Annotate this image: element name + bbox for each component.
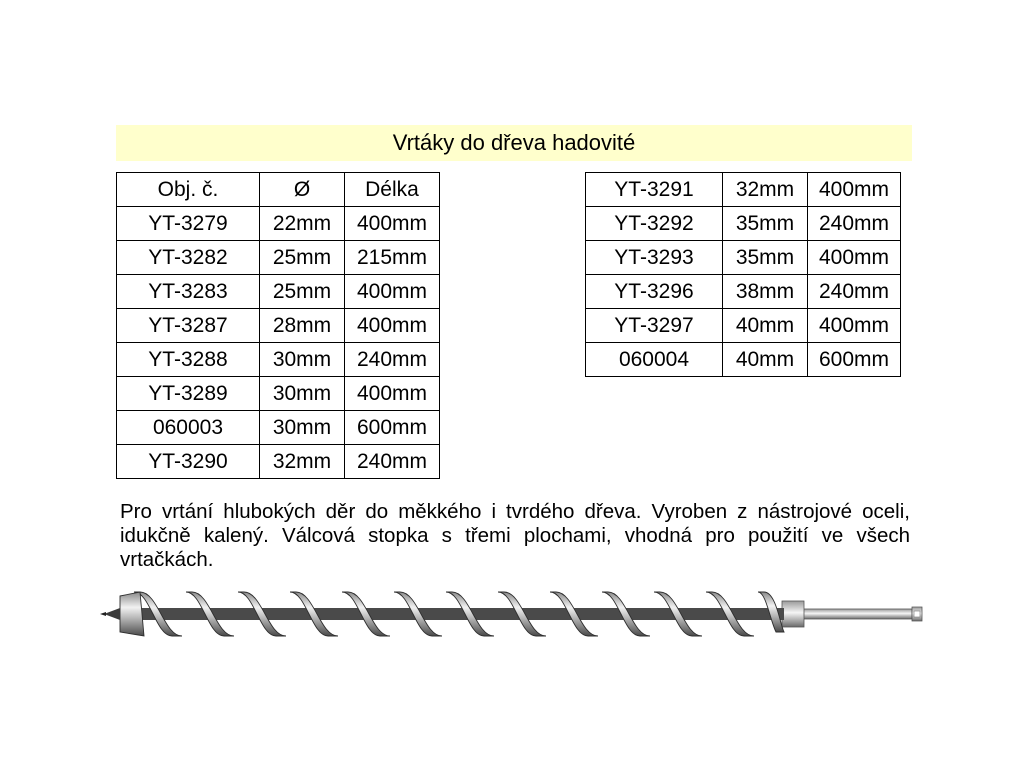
- cell-length: 600mm: [345, 411, 440, 445]
- cell-length: 400mm: [808, 241, 901, 275]
- cell-code: YT-3292: [586, 207, 723, 241]
- cell-code: YT-3282: [117, 241, 260, 275]
- auger-drill-bit-illustration: [100, 584, 925, 654]
- cell-length: 240mm: [808, 207, 901, 241]
- product-description: Pro vrtání hlubokých děr do měkkého i tvrdého dřeva. Vyroben z nástrojové oceli, idukčně kalený. Válcová stopka s třemi plochami, vhodná pro použití ve všech vrtačkách.: [120, 500, 910, 571]
- table-row: [586, 343, 901, 377]
- cell-diameter: 38mm: [723, 275, 808, 309]
- cell-code: YT-3289: [117, 377, 260, 411]
- header-length: Délka: [345, 173, 440, 207]
- cell-length: 400mm: [345, 207, 440, 241]
- cell-code: YT-3293: [586, 241, 723, 275]
- table-row: [117, 309, 440, 343]
- cell-length: 400mm: [345, 309, 440, 343]
- cell-diameter: 35mm: [723, 241, 808, 275]
- header-code: Obj. č.: [117, 173, 260, 207]
- cell-length: 215mm: [345, 241, 440, 275]
- cell-code: YT-3288: [117, 343, 260, 377]
- table-row: [586, 173, 901, 207]
- cell-diameter: 32mm: [260, 445, 345, 479]
- cell-diameter: 30mm: [260, 377, 345, 411]
- cell-code: YT-3283: [117, 275, 260, 309]
- cell-code: YT-3291: [586, 173, 723, 207]
- table-row: [117, 445, 440, 479]
- cell-length: 400mm: [808, 309, 901, 343]
- cell-length: 400mm: [808, 173, 901, 207]
- cell-diameter: 25mm: [260, 241, 345, 275]
- table-row: [117, 411, 440, 445]
- table-row: [586, 207, 901, 241]
- cell-diameter: 35mm: [723, 207, 808, 241]
- table-row: [586, 275, 901, 309]
- page-title: Vrtáky do dřeva hadovité: [392, 130, 636, 155]
- cell-code: YT-3290: [117, 445, 260, 479]
- cell-diameter: 40mm: [723, 309, 808, 343]
- cell-length: 240mm: [345, 445, 440, 479]
- cell-diameter: 30mm: [260, 343, 345, 377]
- cell-length: 400mm: [345, 275, 440, 309]
- cell-code: YT-3296: [586, 275, 723, 309]
- table-row: [117, 241, 440, 275]
- title-banner: [116, 125, 912, 161]
- table-header-row: [117, 173, 440, 207]
- cell-diameter: 22mm: [260, 207, 345, 241]
- spec-table-right: [585, 172, 901, 377]
- cell-diameter: 32mm: [723, 173, 808, 207]
- cell-diameter: 30mm: [260, 411, 345, 445]
- table-row: [117, 275, 440, 309]
- cell-length: 600mm: [808, 343, 901, 377]
- cell-length: 240mm: [345, 343, 440, 377]
- cell-diameter: 25mm: [260, 275, 345, 309]
- cell-code: YT-3287: [117, 309, 260, 343]
- cell-code: YT-3297: [586, 309, 723, 343]
- cell-length: 240mm: [808, 275, 901, 309]
- cell-length: 400mm: [345, 377, 440, 411]
- table-row: [586, 241, 901, 275]
- cell-diameter: 40mm: [723, 343, 808, 377]
- spec-table-left: [116, 172, 440, 479]
- table-row: [117, 377, 440, 411]
- cell-diameter: 28mm: [260, 309, 345, 343]
- table-row: [586, 309, 901, 343]
- cell-code: 060004: [586, 343, 723, 377]
- cell-code: YT-3279: [117, 207, 260, 241]
- table-row: [117, 207, 440, 241]
- cell-code: 060003: [117, 411, 260, 445]
- header-diameter: Ø: [260, 173, 345, 207]
- table-row: [117, 343, 440, 377]
